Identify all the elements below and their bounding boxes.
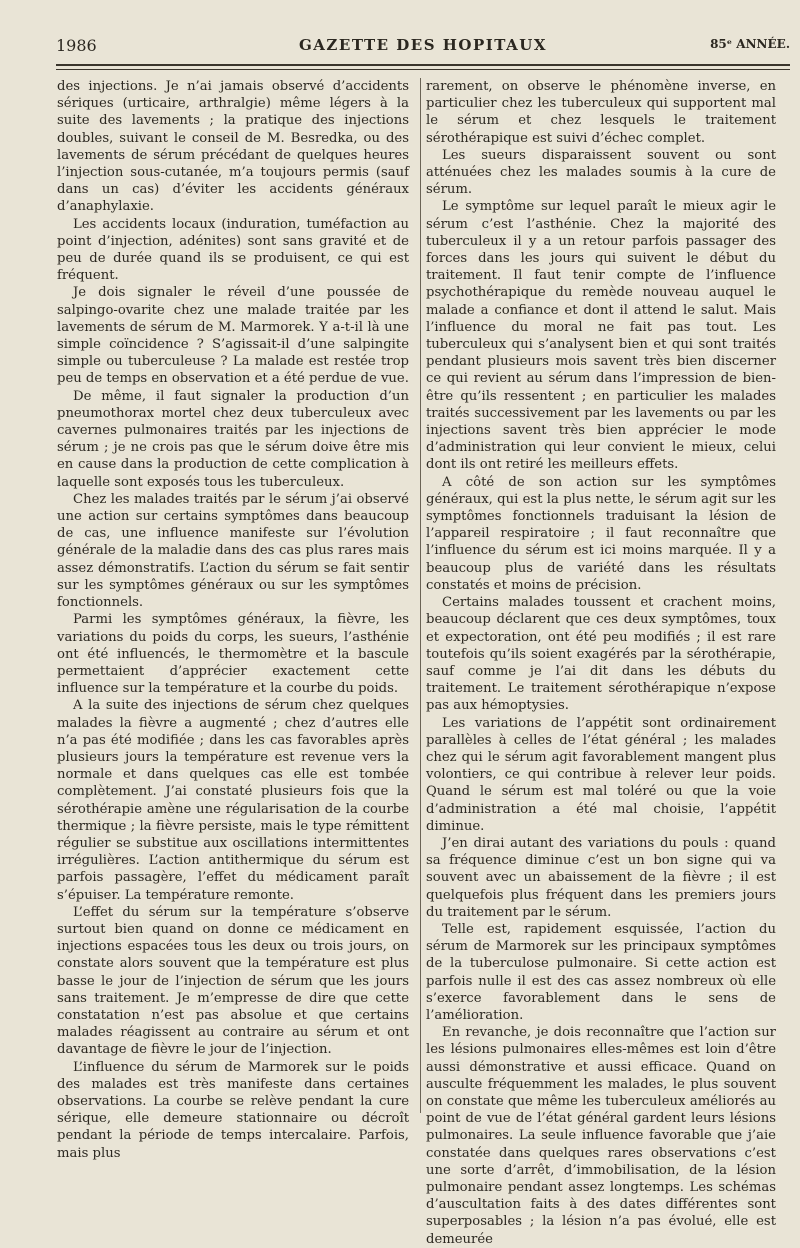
paragraph: A côté de son action sur les symptômes généraux, qui est la plus nette, le sérum agit sur les symptômes fonctionnels traduisant la lésion de l’appareil respiratoire ; il faut reconnaître que l’influence du sérum est ici moins marquée. Il y a beaucoup plus de variété dans les résultats constatés et moins de précision.	[426, 474, 776, 593]
running-header	[56, 36, 790, 58]
left-column	[57, 78, 409, 1161]
paragraph: L’effet du sérum sur la température s’observe surtout bien quand on donne ce médicament en injections espacées tous les deux ou trois jours, on constate alors souvent que la température est plus basse le jour de l’injection de sérum que les jours sans traitement. Je m’empresse de dire que cette constatation n’est pas absolue et que certains malades réagissent au contraire au sérum et ont davantage de fièvre le jour de l’injection.	[57, 904, 409, 1058]
paragraph: rarement, on observe le phénomène inverse, en particulier chez les tuberculeux qui supportent mal le sérum et chez lesquels le traitement sérothérapique est suivi d’échec complet.	[426, 79, 776, 146]
paragraph: En revanche, je dois reconnaître que l’action sur les lésions pulmonaires elles-mêmes est loin d’être aussi démonstrative et aussi efficace. Quand on ausculte fréquemment les malades, le plus souvent on constate que même les tuberculeux améliorés au point de vue de l’état général gardent leurs lésions pulmonaires. La seule influence favorable que j’aie constatée dans quelques rares observations c’est une sorte d’arrêt, d’immobilisation, de la lésion pulmonaire pendant assez longtemps. Les schémas d’auscultation faits à des dates différentes sont superposables ; la lésion n’a pas évolué, elle est demeurée	[426, 1025, 776, 1247]
paragraph: A la suite des injections de sérum chez quelques malades la fièvre a augmenté ; chez d’autres elle n’a pas été modifiée ; dans les cas favorables après plusieurs jours la température est revenue vers la normale et dans quelques cas elle est tombée complètement. J’ai constaté plusieurs fois que la sérothérapie amène une régularisation de la courbe thermique ; la fièvre persiste, mais le type rémittent régulier se substitue aux oscillations intermittentes irrégulières. L’action antithermique du sérum est parfois passagère, l’effet du médicament paraît s’épuiser. La température remonte.	[57, 698, 409, 903]
paragraph: des injections. Je n’ai jamais observé d’accidents sériques (urticaire, arthralgie) même légers à la suite des lavements ; la pratique des injections doubles, suivant le conseil de M. Besredka, ou des lavements de sérum précédant de quelques heures l’injection sous-cutanée, m’a toujours permis (sauf dans un cas) d’éviter les accidents généraux d’anaphylaxie.	[57, 79, 409, 215]
header-rule-thin	[56, 69, 790, 70]
header-rule-thick	[56, 64, 790, 66]
journal-title: GAZETTE DES HOPITAUX	[298, 36, 547, 54]
paragraph: L’influence du sérum de Marmorek sur le poids des malades est très manifeste dans certaines observations. La courbe se relève pendant la cure sérique, elle demeure stationnaire ou décroît pendant la période de temps intercalaire. Parfois, mais plus	[57, 1059, 409, 1161]
page-number: 1986	[56, 36, 97, 55]
paragraph: Certains malades toussent et crachent moins, beaucoup déclarent que ces deux symptômes, toux et expectoration, ont été peu modifiés ; il est rare toutefois qu’ils soient exagérés par la sérothérapie, sauf comme je l’ai dit dans les débuts du traitement. Le traitement sérothérapique n’expose pas aux hémoptysies.	[426, 595, 776, 714]
paragraph: J’en dirai autant des variations du pouls : quand sa fréquence diminue c’est un bon signe qui va souvent avec un abaissement de la fièvre ; il est quelquefois plus fréquent dans les premiers jours du traitement par le sérum.	[426, 835, 776, 920]
column-divider	[420, 78, 421, 1113]
paragraph: De même, il faut signaler la production d’un pneumothorax mortel chez deux tuberculeux avec cavernes pulmonaires traités par les injections de sérum ; je ne crois pas que le sérum doive être mis en cause dans la production de cette complication à laquelle sont exposés tous les tuberculeux.	[57, 388, 409, 490]
right-column	[426, 78, 776, 1247]
paragraph: Telle est, rapidement esquissée, l’action du sérum de Marmorek sur les principaux symptômes de la tuberculose pulmonaire. Si cette action est parfois nulle il est des cas assez nombreux où elle s’exerce favorablement dans le sens de l’amélioration.	[426, 921, 776, 1023]
paragraph: Les sueurs disparaissent souvent ou sont atténuées chez les malades soumis à la cure de sérum.	[426, 147, 776, 198]
paragraph: Les accidents locaux (induration, tuméfaction au point d’injection, adénites) sont sans gravité et de peu de durée quand ils se produisent, ce qui est fréquent.	[57, 216, 409, 284]
volume-year: 85ᵉ ANNÉE.	[710, 37, 790, 51]
paragraph: Parmi les symptômes généraux, la fièvre, les variations du poids du corps, les sueurs, l’asthénie ont été influencés, le thermomètre et la bascule permettaient d’apprécier exactement cette influence sur la température et la courbe du poids.	[57, 612, 409, 697]
paragraph: Les variations de l’appétit sont ordinairement parallèles à celles de l’état général ; les malades chez qui le sérum agit favorablement mangent plus volontiers, ce qui contribue à relever leur poids. Quand le sérum est mal toléré ou que la voie d’administration a été mal choisie, l’appétit diminue.	[426, 715, 776, 834]
paragraph: Le symptôme sur lequel paraît le mieux agir le sérum c’est l’asthénie. Chez la majorité des tuberculeux il y a un retour parfois passager des forces dans les jours qui suivent le début du traitement. Il faut tenir compte de l’influence psychothérapique du remède nouveau auquel le malade a confiance et dont il attend le salut. Mais l’influence du moral ne fait pas tout. Les tuberculeux qui s’analysent bien et qui sont traités pendant plusieurs mois savent très bien discerner ce qui revient au sérum dans l’impression de bien-être qu’ils ressentent ; en particulier les malades traités successivement par les lavements ou par les injections savent très bien apprécier le mode d’administration qui leur convient le mieux, celui dont ils ont retiré les meilleurs effets.	[426, 199, 776, 473]
paragraph: Je dois signaler le réveil d’une poussée de salpingo-ovarite chez une malade traitée par les lavements de sérum de M. Marmorek. Y a-t-il là une simple coïncidence ? S’agissait-il d’une salpingite simple ou tuberculeuse ? La malade est restée trop peu de temps en observation et a été perdue de vue.	[57, 285, 409, 387]
paragraph: Chez les malades traités par le sérum j’ai observé une action sur certains symptômes dans beaucoup de cas, une influence manifeste sur l’évolution générale de la maladie dans des cas plus rares mais assez démonstratifs. L’action du sérum se fait sentir sur les symptômes généraux ou sur les symptômes fonctionnels.	[57, 491, 409, 611]
